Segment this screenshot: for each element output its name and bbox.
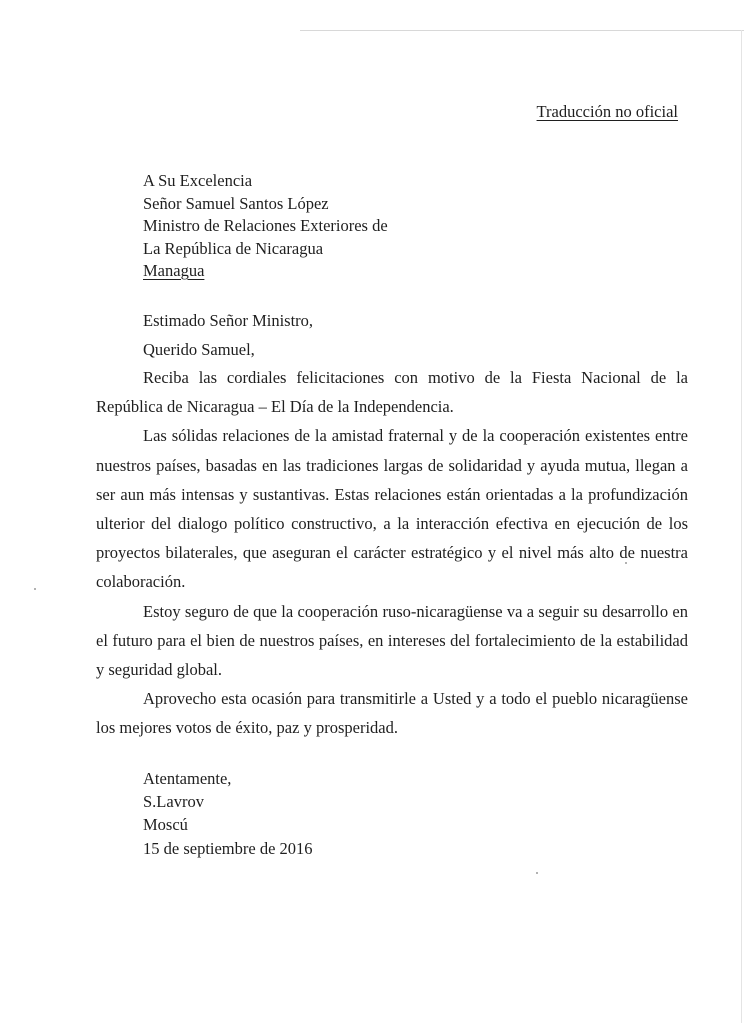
recipient-address-block [143, 170, 388, 283]
signer-name: S.Lavrov [143, 792, 204, 812]
scan-speck [625, 562, 627, 564]
body-paragraph-4: Aprovecho esta ocasión para transmitirle a Usted y a todo el pueblo nicaragüense los mejores votos de éxito, paz y prosperidad. [96, 689, 688, 738]
recipient-line-name: Señor Samuel Santos López [143, 193, 329, 213]
body-paragraph-2: Las sólidas relaciones de la amistad fraternal y de la cooperación existentes entre nuestros países, basadas en las tradiciones largas de solidaridad y ayuda mutua, llegan a ser aun más intensas y sustantivas. Estas relaciones están orientadas a la profundización ulterior del dialogo político constructivo, a la interacción efectiva en ejecución de los proyectos bilaterales, que aseguran el carácter estratégico y el nivel más alto de nuestra colaboración. [96, 426, 688, 592]
salutation-personal: Querido Samuel, [143, 340, 255, 359]
signing-date: 15 de septiembre de 2016 [143, 838, 313, 858]
body-paragraph-3: Estoy seguro de que la cooperación ruso-nicaragüense va a seguir su desarrollo en el futuro para el bien de nuestros países, en intereses del fortalecimiento de la estabilidad y seguridad global. [96, 601, 688, 680]
salutation-formal: Estimado Señor Ministro, [143, 311, 314, 330]
scan-edge-right [741, 30, 742, 1023]
closing-block [143, 767, 313, 860]
body-paragraph-1: Reciba las cordiales felicitaciones con motivo de la Fiesta Nacional de la República de Nicaragua – El Día de la Independencia. [96, 368, 688, 417]
scan-speck [536, 872, 538, 874]
recipient-city: Managua [143, 261, 205, 280]
salutation-block [143, 306, 313, 364]
unofficial-translation-note: Traducción no oficial [536, 102, 678, 121]
recipient-line-position: Ministro de Relaciones Exteriores de [143, 216, 388, 235]
recipient-line-country: La República de Nicaragua [143, 238, 324, 258]
recipient-line-title: A Su Excelencia [143, 171, 253, 190]
scan-speck [34, 588, 36, 590]
letter-body [96, 363, 688, 743]
scan-edge-top [300, 30, 744, 31]
signing-place: Moscú [143, 815, 188, 835]
closing-greeting: Atentamente, [143, 769, 232, 788]
